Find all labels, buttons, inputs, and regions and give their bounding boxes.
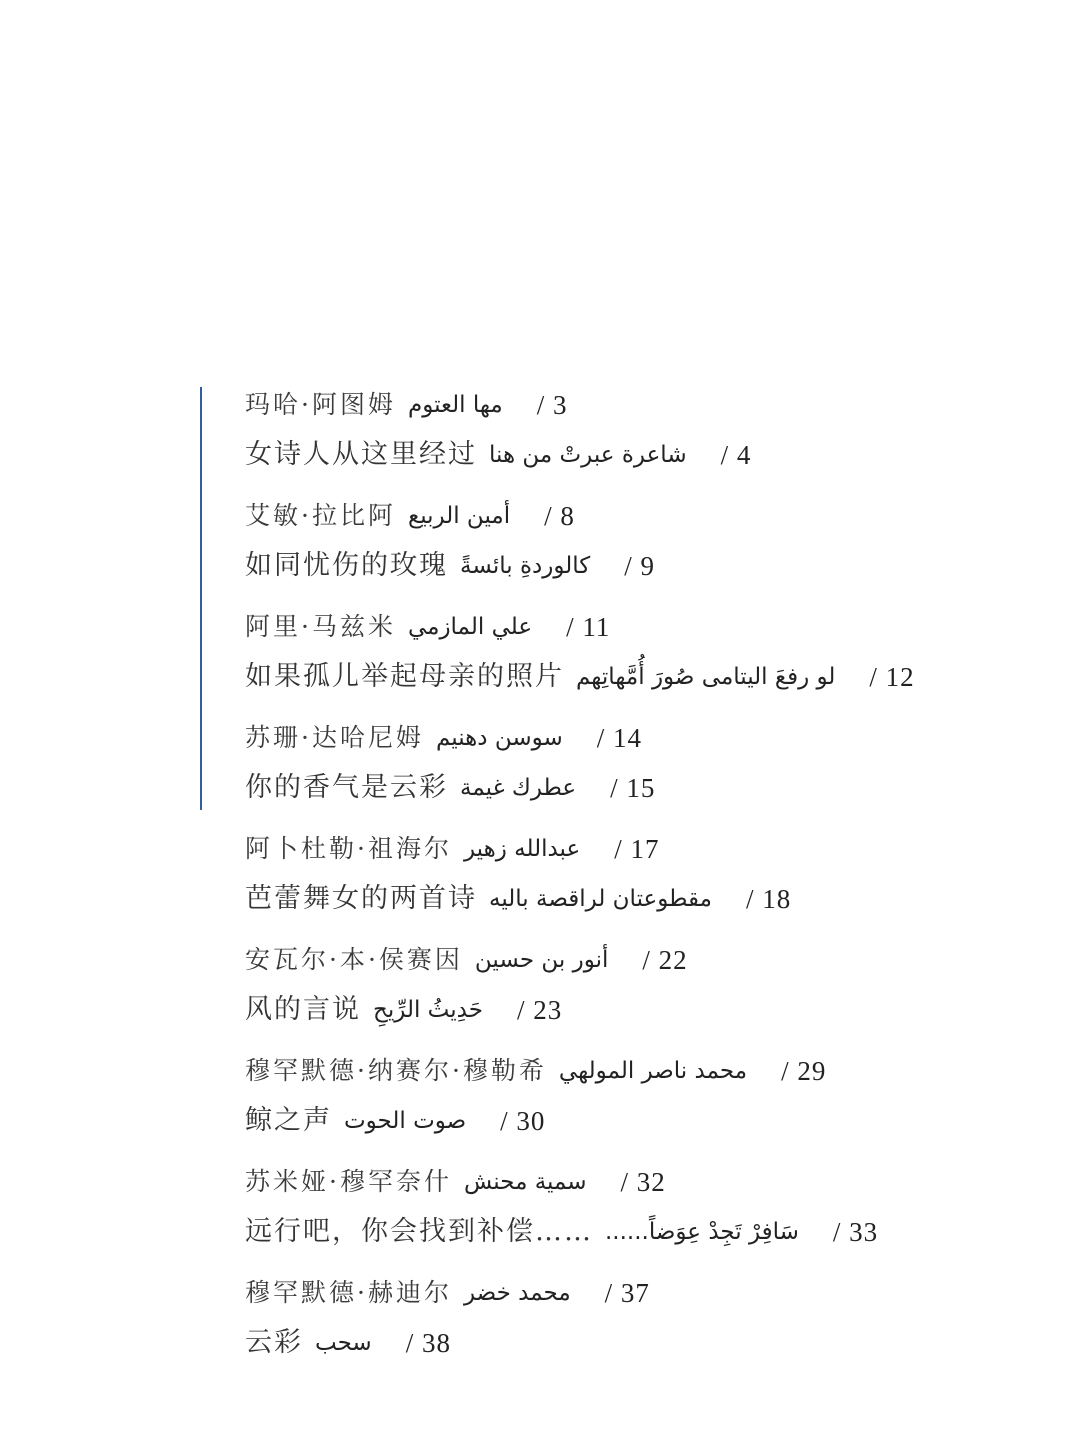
page-number[interactable]: / 29 (781, 1056, 827, 1086)
page-number[interactable]: / 33 (832, 1217, 879, 1247)
poem-title-ar[interactable]: سَافِرْ تَجِدْ عِوَضاً...... (605, 1219, 799, 1245)
author-line (245, 824, 1025, 874)
author-name-zh: 穆罕默德·赫迪尔 (245, 1278, 452, 1307)
author-line (245, 1157, 1025, 1207)
author-line (245, 602, 1025, 652)
poem-line (245, 430, 1025, 480)
toc-entry-1 (245, 380, 1025, 480)
page-number[interactable]: / 8 (544, 501, 575, 531)
page-number[interactable]: / 38 (405, 1328, 451, 1358)
poem-line (245, 985, 1025, 1035)
author-line (245, 935, 1025, 985)
author-name-zh: 玛哈·阿图姆 (245, 390, 396, 419)
poem-line (245, 1096, 1025, 1146)
author-name-zh: 阿卜杜勒·祖海尔 (245, 834, 452, 863)
poem-title-ar[interactable]: حَدِيثُ الرِّيحِ (373, 997, 483, 1023)
toc-entry-9 (245, 1268, 1025, 1368)
page-number[interactable]: / 12 (869, 662, 915, 692)
poem-title-ar[interactable]: كالوردةِ بائسةً (460, 553, 591, 579)
page-number[interactable]: / 15 (610, 773, 656, 803)
poem-line (245, 763, 1025, 813)
poem-title-zh[interactable]: 你的香气是云彩 (245, 772, 448, 803)
poem-title-zh[interactable]: 风的言说 (245, 994, 361, 1025)
author-name-ar: سمية محنش (463, 1169, 587, 1195)
author-name-zh: 阿里·马兹米 (245, 612, 396, 641)
poem-title-ar[interactable]: صوت الحوت (344, 1108, 467, 1134)
toc-entry-8 (245, 1157, 1025, 1257)
poem-title-ar[interactable]: شاعرة عبرتْ من هنا (489, 442, 687, 468)
page-number[interactable]: / 11 (566, 612, 611, 642)
page-number[interactable]: / 14 (596, 723, 643, 753)
poem-title-zh[interactable]: 如同忧伤的玫瑰 (245, 550, 448, 581)
author-name-zh: 苏米娅·穆罕奈什 (245, 1167, 452, 1196)
toc-entry-2 (245, 491, 1025, 591)
page-number[interactable]: / 32 (620, 1167, 666, 1197)
poem-title-zh[interactable]: 如果孤儿举起母亲的照片 (245, 661, 564, 692)
author-name-ar: عبدالله زهير (463, 836, 581, 862)
page-number[interactable]: / 17 (614, 834, 660, 864)
poem-line (245, 1318, 1025, 1368)
toc-entry-5 (245, 824, 1025, 924)
toc-entry-4 (245, 713, 1025, 813)
poem-line (245, 1207, 1025, 1257)
page-number[interactable]: / 37 (604, 1278, 650, 1308)
author-name-zh: 安瓦尔·本·侯赛因 (245, 945, 463, 974)
poem-title-zh[interactable]: 芭蕾舞女的两首诗 (245, 883, 477, 914)
poem-line (245, 874, 1025, 924)
page-number[interactable]: / 22 (642, 945, 688, 975)
page-number[interactable]: / 18 (745, 884, 792, 914)
toc-entry-3 (245, 602, 1025, 702)
page-number[interactable]: / 30 (500, 1106, 546, 1136)
author-name-ar: مها العتوم (407, 392, 503, 418)
poem-line (245, 541, 1025, 591)
author-line (245, 713, 1025, 763)
table-of-contents (245, 380, 1025, 1379)
author-name-zh: 苏珊·达哈尼姆 (245, 723, 424, 752)
page-number[interactable]: / 9 (624, 551, 655, 581)
author-name-ar: محمد ناصر المولهي (558, 1058, 748, 1084)
page-number[interactable]: / 23 (516, 995, 563, 1025)
poem-title-ar[interactable]: مقطوعتان لراقصة باليه (489, 886, 712, 912)
author-name-ar: سوسن دهنيم (435, 725, 563, 751)
page-number[interactable]: / 4 (720, 440, 752, 470)
author-name-zh: 艾敏·拉比阿 (245, 501, 396, 530)
poem-line (245, 652, 1025, 702)
author-name-ar: أنور بن حسين (474, 947, 609, 973)
author-name-zh: 穆罕默德·纳赛尔·穆勒希 (245, 1056, 547, 1085)
poem-title-zh[interactable]: 女诗人从这里经过 (245, 439, 477, 470)
poem-title-zh[interactable]: 远行吧，你会找到补偿…… (245, 1216, 593, 1247)
section-rule (200, 387, 202, 810)
toc-entry-6 (245, 935, 1025, 1035)
author-line (245, 491, 1025, 541)
toc-entry-7 (245, 1046, 1025, 1146)
author-name-ar: أمين الربيع (407, 503, 511, 529)
poem-title-ar[interactable]: عطرك غيمة (460, 775, 577, 801)
author-line (245, 1046, 1025, 1096)
poem-title-ar[interactable]: سحب (315, 1330, 372, 1356)
page-number[interactable]: / 3 (536, 390, 568, 420)
author-line (245, 380, 1025, 430)
poem-title-zh[interactable]: 鲸之声 (245, 1105, 332, 1136)
author-name-ar: علي المازمي (407, 614, 533, 640)
poem-title-ar[interactable]: لو رفعَ اليتامى صُورَ أُمَّهاتِهم (576, 664, 836, 690)
author-name-ar: محمد خضر (463, 1280, 571, 1306)
author-line (245, 1268, 1025, 1318)
poem-title-zh[interactable]: 云彩 (245, 1327, 303, 1358)
